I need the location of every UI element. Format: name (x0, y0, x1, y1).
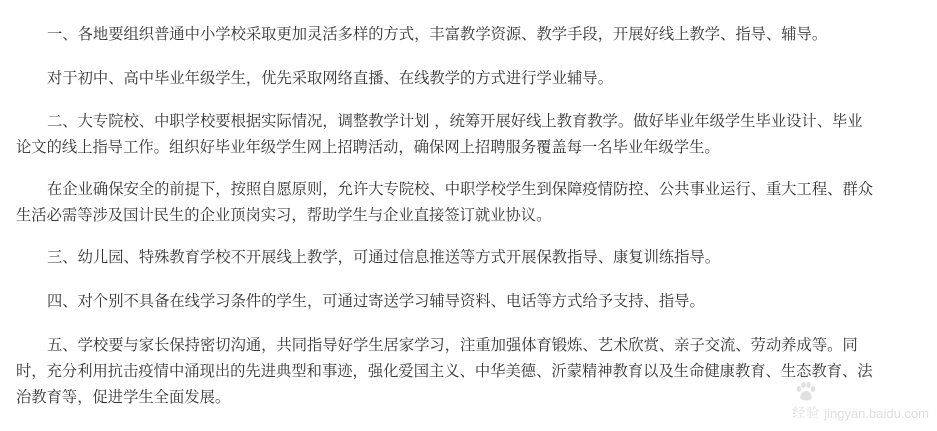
paragraph-4-line-1: 在企业确保安全的前提下，按照自愿原则，允许大专院校、中职学校学生到保障疫情防控、公共事业运行、重大工程、群众 (47, 180, 874, 198)
paragraph-7-line-3: 治教育等，促进学生全面发展。 (16, 388, 231, 406)
paragraph-2 (16, 65, 613, 91)
baidu-jingyan-watermark (792, 382, 929, 421)
paragraph-1-line-1: 一、各地要组织普通中小学校采取更加灵活多样的方式，丰富教学资源、教学手段，开展好线上教学、指导、辅导。 (47, 25, 828, 43)
watermark-chinese-text: 经验 (792, 406, 821, 421)
paragraph-7-line-1: 五、学校要与家长保持密切沟通，共同指导好学生居家学习，注重加强体育锻炼、艺术欣赏、亲子交流、劳动养成等。同 (47, 336, 858, 354)
paragraph-3-line-1: 二、大专院校、中职学校要根据实际情况，调整教学计划 ，统筹开展好线上教育教学。做好毕业年级学生毕业设计、毕业 (47, 112, 863, 130)
paragraph-6-line-1: 四、对个别不具备在线学习条件的学生，可通过寄送学习辅导资料、电话等方式给予支持、指导。 (47, 292, 705, 310)
paragraph-3 (16, 108, 863, 160)
paragraph-5-line-1: 三、幼儿园、特殊教育学校不开展线上教学，可通过信息推送等方式开展保教指导、康复训练指导。 (47, 248, 721, 266)
paragraph-1 (16, 21, 827, 47)
paragraph-4-line-2: 生活必需等涉及国计民生的企业顶岗实习，帮助学生与企业直接签订就业协议。 (16, 206, 552, 224)
paragraph-2-line-1: 对于初中、高中毕业年级学生，优先采取网络直播、在线教学的方式进行学业辅导。 (47, 69, 613, 87)
paragraph-5 (16, 244, 720, 270)
paragraph-7 (16, 332, 873, 410)
paragraph-3-line-2: 论文的线上指导工作。组织好毕业年级学生网上招聘活动，确保网上招聘服务覆盖每一名毕业年级学生。 (16, 138, 720, 156)
paragraph-7-line-2: 时，充分利用抗击疫情中涌现出的先进典型和事迹，强化爱国主义、中华美德、沂蒙精神教育以及生命健康教育、生态教育、法 (16, 362, 873, 380)
watermark-url: jingyan.baidu.com (824, 406, 929, 421)
paragraph-4 (16, 176, 873, 228)
watermark-logo (792, 382, 820, 421)
paw-icon (795, 382, 817, 402)
paragraph-6 (16, 288, 705, 314)
